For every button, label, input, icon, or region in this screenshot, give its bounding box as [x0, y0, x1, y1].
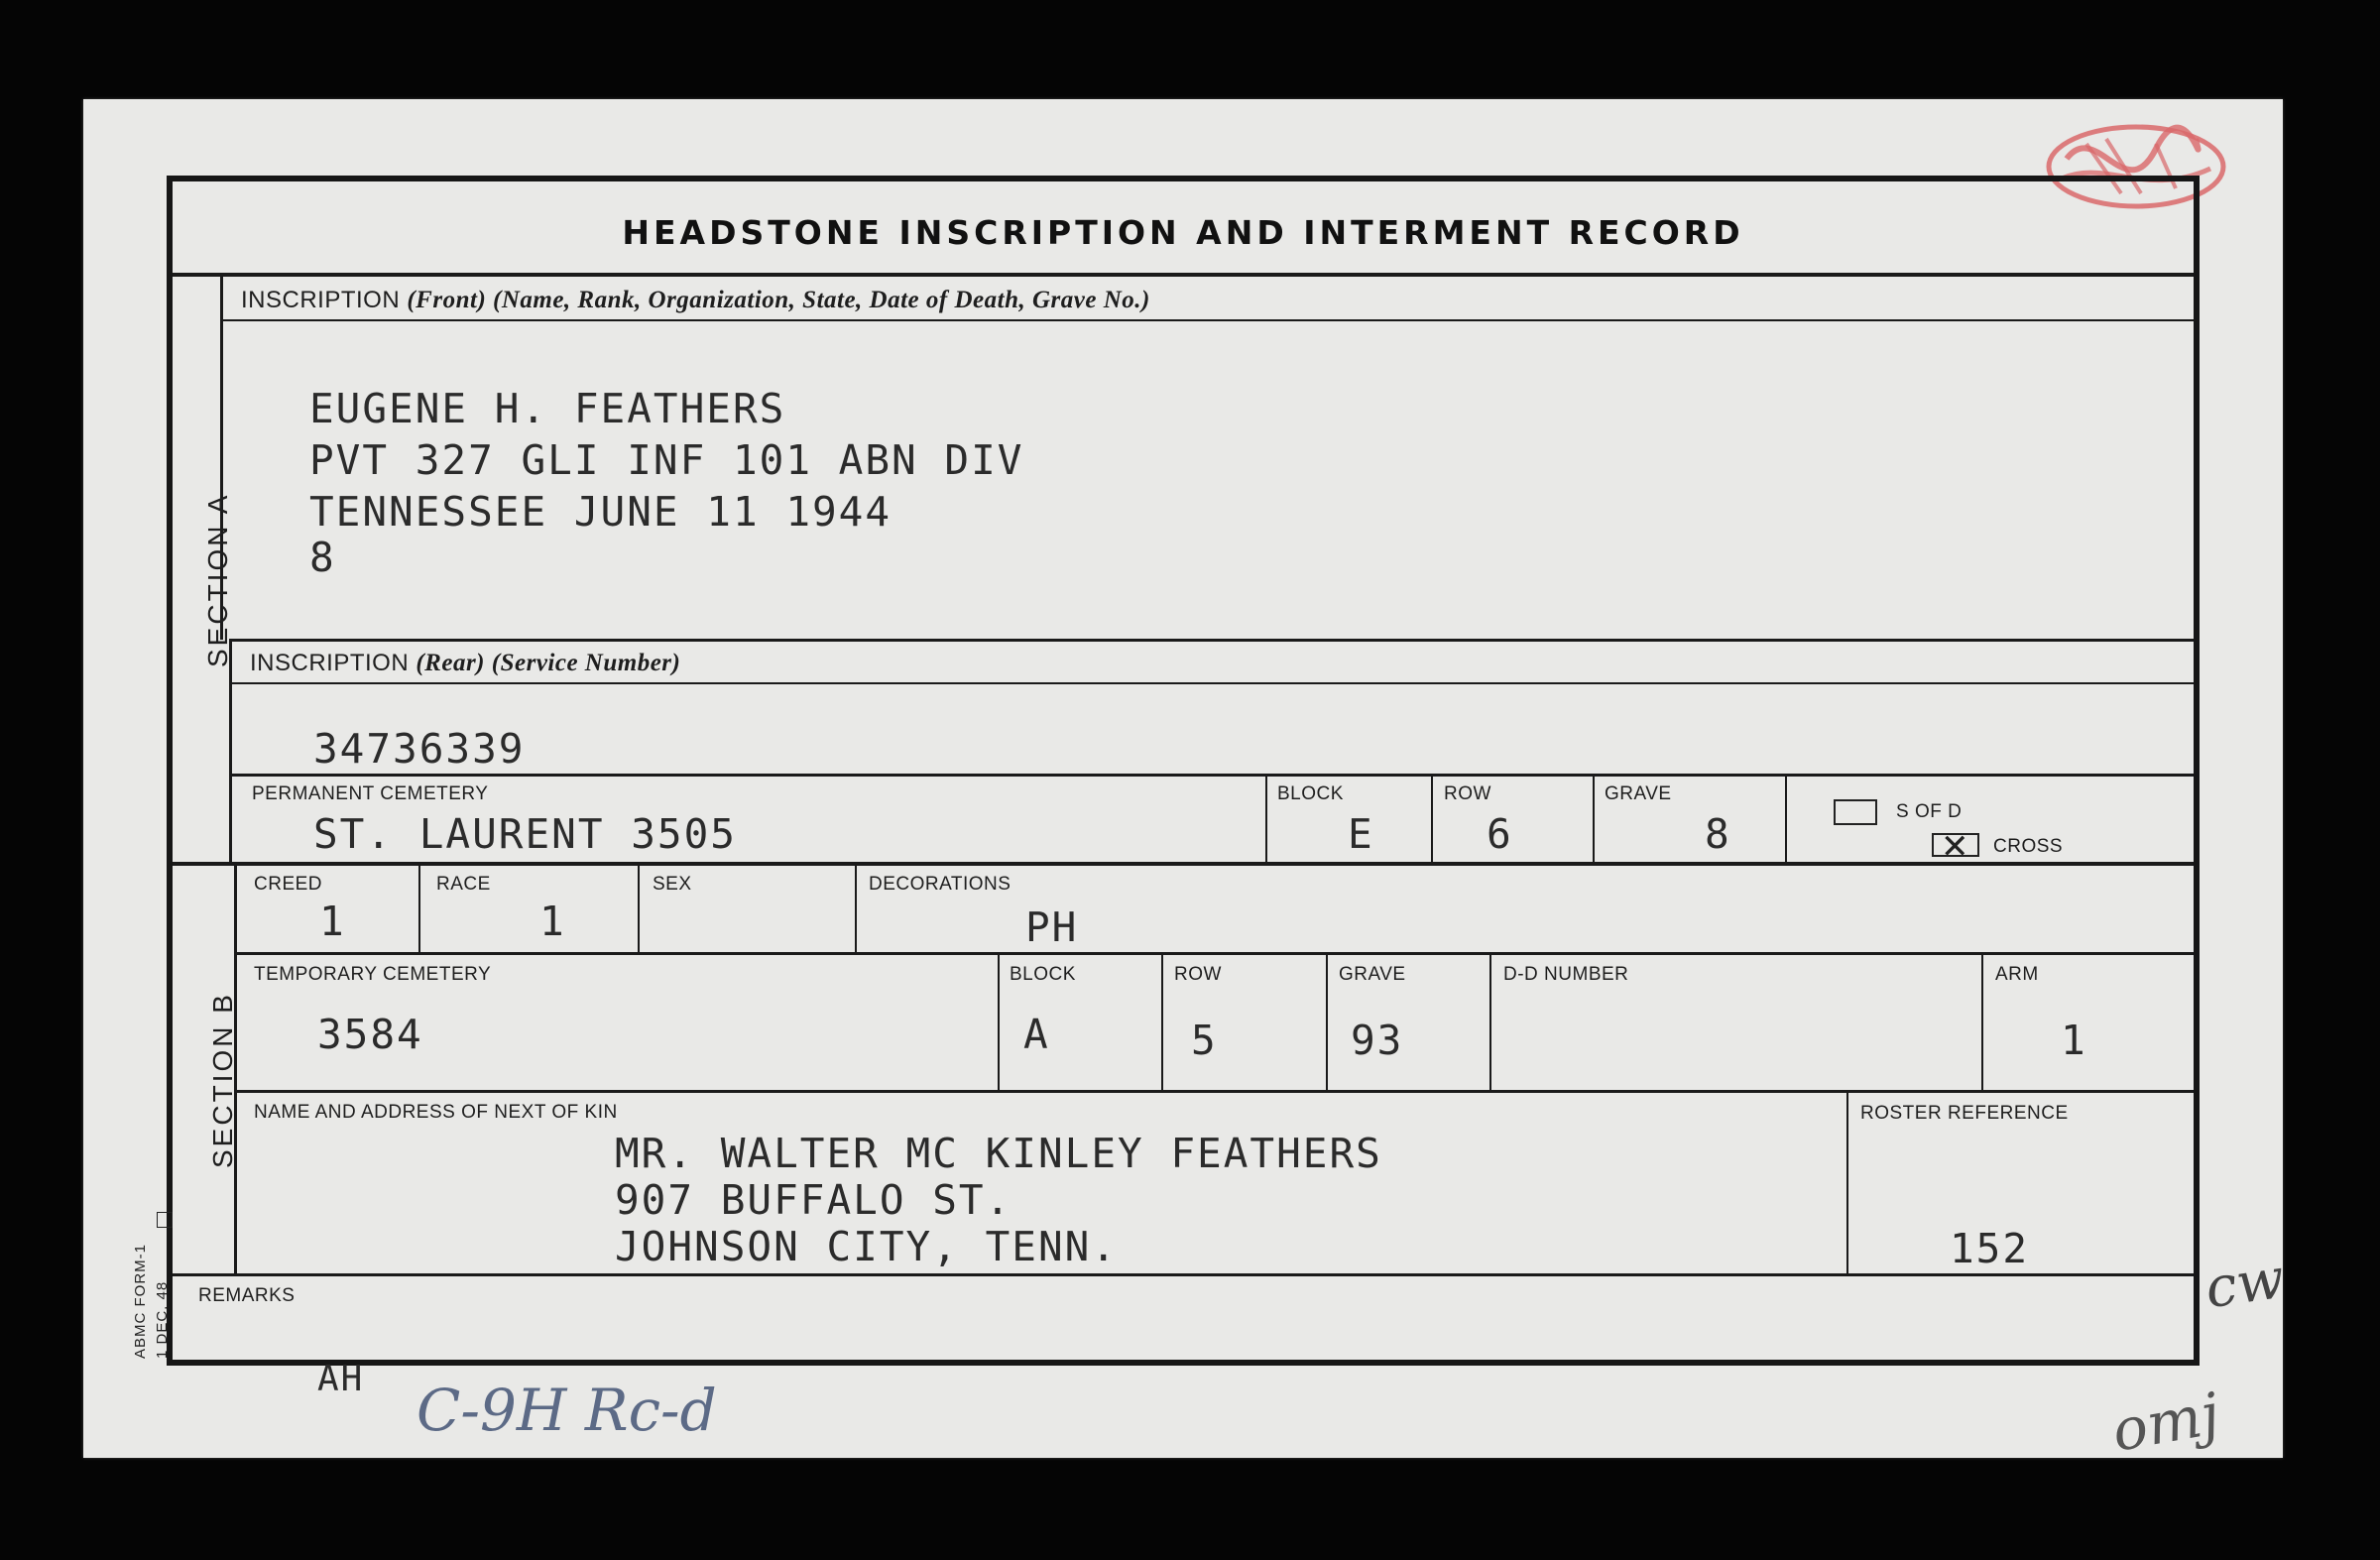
inscription-front-label: INSCRIPTION (Front) (Name, Rank, Organization, State, Date of Death, Grave No.): [241, 287, 1150, 313]
remarks-label: REMARKS: [198, 1285, 296, 1306]
form-id-checkbox: [157, 1212, 173, 1228]
handwritten-bottom-note: C-9H Rc-d: [416, 1377, 717, 1444]
service-number: 34736339: [313, 725, 526, 773]
inscription-front-line-1: EUGENE H. FEATHERS: [309, 385, 786, 432]
form-id-line-2: 1 DEC. 48: [154, 1280, 171, 1359]
creed-label: CREED: [254, 874, 323, 895]
roster-reference-label: ROSTER REFERENCE: [1860, 1103, 2069, 1124]
race-label: RACE: [436, 874, 491, 895]
s-of-d-checkbox[interactable]: [1834, 799, 1877, 825]
decorations-label: DECORATIONS: [869, 874, 1012, 895]
next-of-kin-label: NAME AND ADDRESS OF NEXT OF KIN: [254, 1102, 618, 1123]
arm-value: 1: [2061, 1017, 2087, 1064]
perm-grave-value: 8: [1705, 810, 1731, 858]
inscription-front-line-3: TENNESSEE JUNE 11 1944: [309, 488, 892, 536]
next-of-kin-line-1: MR. WALTER MC KINLEY FEATHERS: [615, 1130, 1382, 1177]
remarks-value: AH: [317, 1359, 365, 1399]
inscription-front-line-4: 8: [309, 534, 336, 581]
perm-row-label: ROW: [1444, 783, 1491, 804]
temp-block-value: A: [1023, 1011, 1050, 1058]
next-of-kin-line-3: JOHNSON CITY, TENN.: [615, 1223, 1118, 1270]
handwritten-right-note-2: omj: [2106, 1380, 2224, 1465]
temporary-cemetery-label: TEMPORARY CEMETERY: [254, 964, 492, 985]
perm-block-label: BLOCK: [1277, 783, 1344, 804]
temp-block-label: BLOCK: [1010, 964, 1076, 985]
roster-reference-value: 152: [1950, 1225, 2030, 1272]
temporary-cemetery-value: 3584: [317, 1011, 423, 1058]
cross-check-mark: ✕: [1941, 827, 1969, 867]
race-value: 1: [539, 898, 566, 945]
decorations-value: PH: [1025, 903, 1079, 951]
temp-grave-label: GRAVE: [1339, 964, 1406, 985]
creed-value: 1: [319, 898, 346, 945]
form-frame: [167, 176, 2200, 1366]
perm-row-value: 6: [1487, 810, 1513, 858]
section-a-label: SECTION A: [202, 492, 233, 667]
next-of-kin-line-2: 907 BUFFALO ST.: [615, 1176, 1012, 1224]
temp-row-label: ROW: [1174, 964, 1222, 985]
inscription-rear-label: INSCRIPTION (Rear) (Service Number): [250, 650, 681, 676]
arm-label: ARM: [1995, 964, 2039, 985]
perm-grave-label: GRAVE: [1605, 783, 1672, 804]
cross-label: CROSS: [1993, 836, 2064, 857]
permanent-cemetery-value: ST. LAURENT 3505: [313, 810, 737, 858]
inscription-front-line-2: PVT 327 GLI INF 101 ABN DIV: [309, 436, 1024, 484]
section-b-label: SECTION B: [207, 992, 238, 1168]
form-id-line-1: ABMC FORM-1: [132, 1244, 149, 1359]
s-of-d-label: S OF D: [1896, 801, 1963, 822]
temp-row-value: 5: [1191, 1017, 1218, 1064]
dd-number-label: D-D NUMBER: [1503, 964, 1629, 985]
perm-block-value: E: [1348, 810, 1374, 858]
permanent-cemetery-label: PERMANENT CEMETERY: [252, 783, 489, 804]
form-title: HEADSTONE INSCRIPTION AND INTERMENT RECORD: [622, 213, 1744, 252]
temp-grave-value: 93: [1351, 1017, 1404, 1064]
handwritten-right-note-1: cw: [2201, 1246, 2289, 1322]
sex-label: SEX: [653, 874, 692, 895]
